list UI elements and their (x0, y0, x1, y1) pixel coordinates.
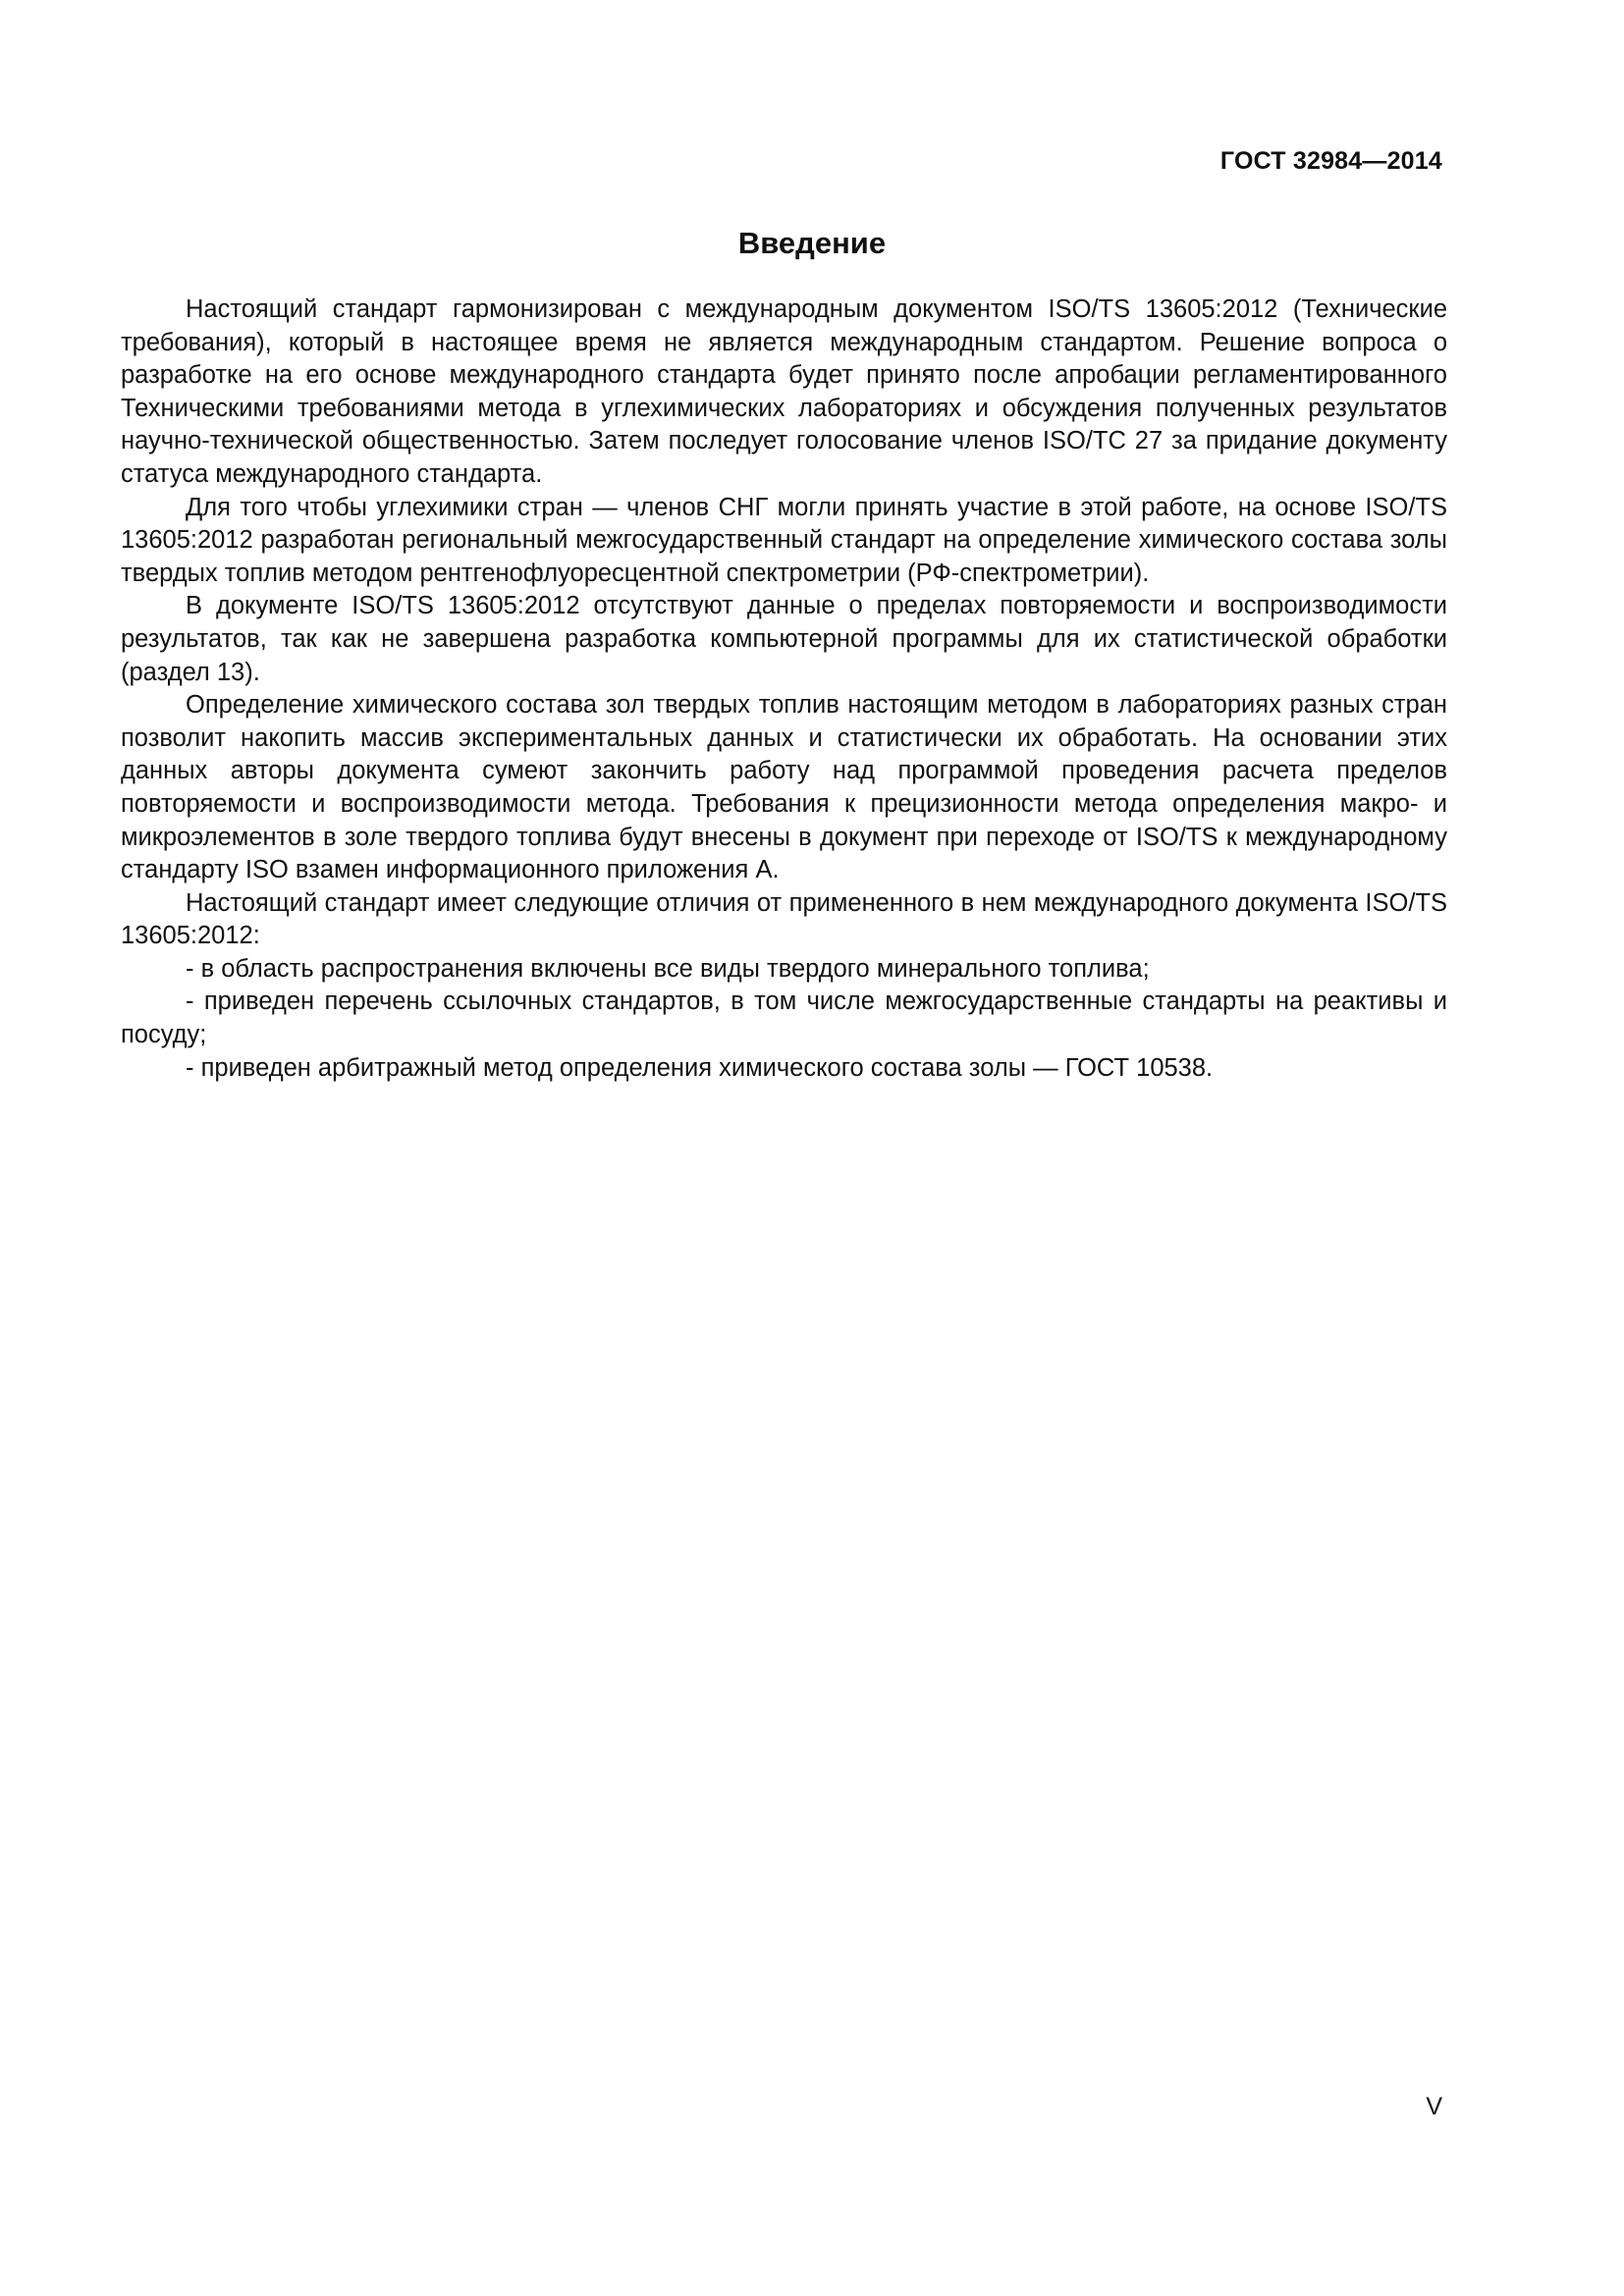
page-number: V (1426, 2093, 1442, 2120)
document-code: ГОСТ 32984—2014 (1219, 147, 1442, 175)
list-item: - в область распространения включены все виды твердого минерального топлива; (186, 954, 1150, 983)
list-item: - приведен арбитражный метод определения химического состава золы — ГОСТ 10538. (186, 1053, 1214, 1082)
paragraph: Настоящий стандарт имеет следующие отличия от примененного в нем международного документа ISO/TS 13605:2012: (121, 888, 1447, 950)
paragraph: Настоящий стандарт гармонизирован с международным документом ISO/TS 13605:2012 (Технические требования), который в настоящее время не является международным стандартом. Решение вопроса о разработке на его основе международного стандарта будет принято после апробации регламентированного Техническими требованиями метода в углехимических лабораториях и обсуждения полученных результатов научно-технической общественностью. Затем последует голосование членов ISO/TC 27 за придание документу статуса международного стандарта. (121, 295, 1447, 488)
paragraph: В документе ISO/TS 13605:2012 отсутствуют данные о пределах повторяемости и воспроизводимости результатов, так как не завершена разработка компьютерной программы для их статистической обработки (раздел 13). (121, 592, 1447, 686)
paragraph: Определение химического состава зол твердых топлив настоящим методом в лабораториях разных стран позволит накопить массив экспериментальных данных и статистически их обработать. На основании этих данных авторы документа сумеют закончить работу над программой проведения расчета пределов повторяемости и воспроизводимости метода. Требования к прецизионности метода определения макро- и микроэлементов в золе твердого топлива будут внесены в документ при переходе от ISO/TS к международному стандарту ISO взамен информационного приложения А. (121, 691, 1447, 884)
list-item: - приведен перечень ссылочных стандартов, в том числе межгосударственные стандарты на реактивы и посуду; (121, 988, 1447, 1049)
section-title: Введение (737, 226, 887, 260)
body-text (121, 294, 1447, 1085)
paragraph: Для того чтобы углехимики стран — членов СНГ могли принять участие в этой работе, на основе ISO/TS 13605:2012 разработан региональный межгосударственный стандарт на определение химического состава золы твердых топлив методом рентгенофлуоресцентной спектрометрии (РФ-спектрометрии). (121, 493, 1447, 587)
